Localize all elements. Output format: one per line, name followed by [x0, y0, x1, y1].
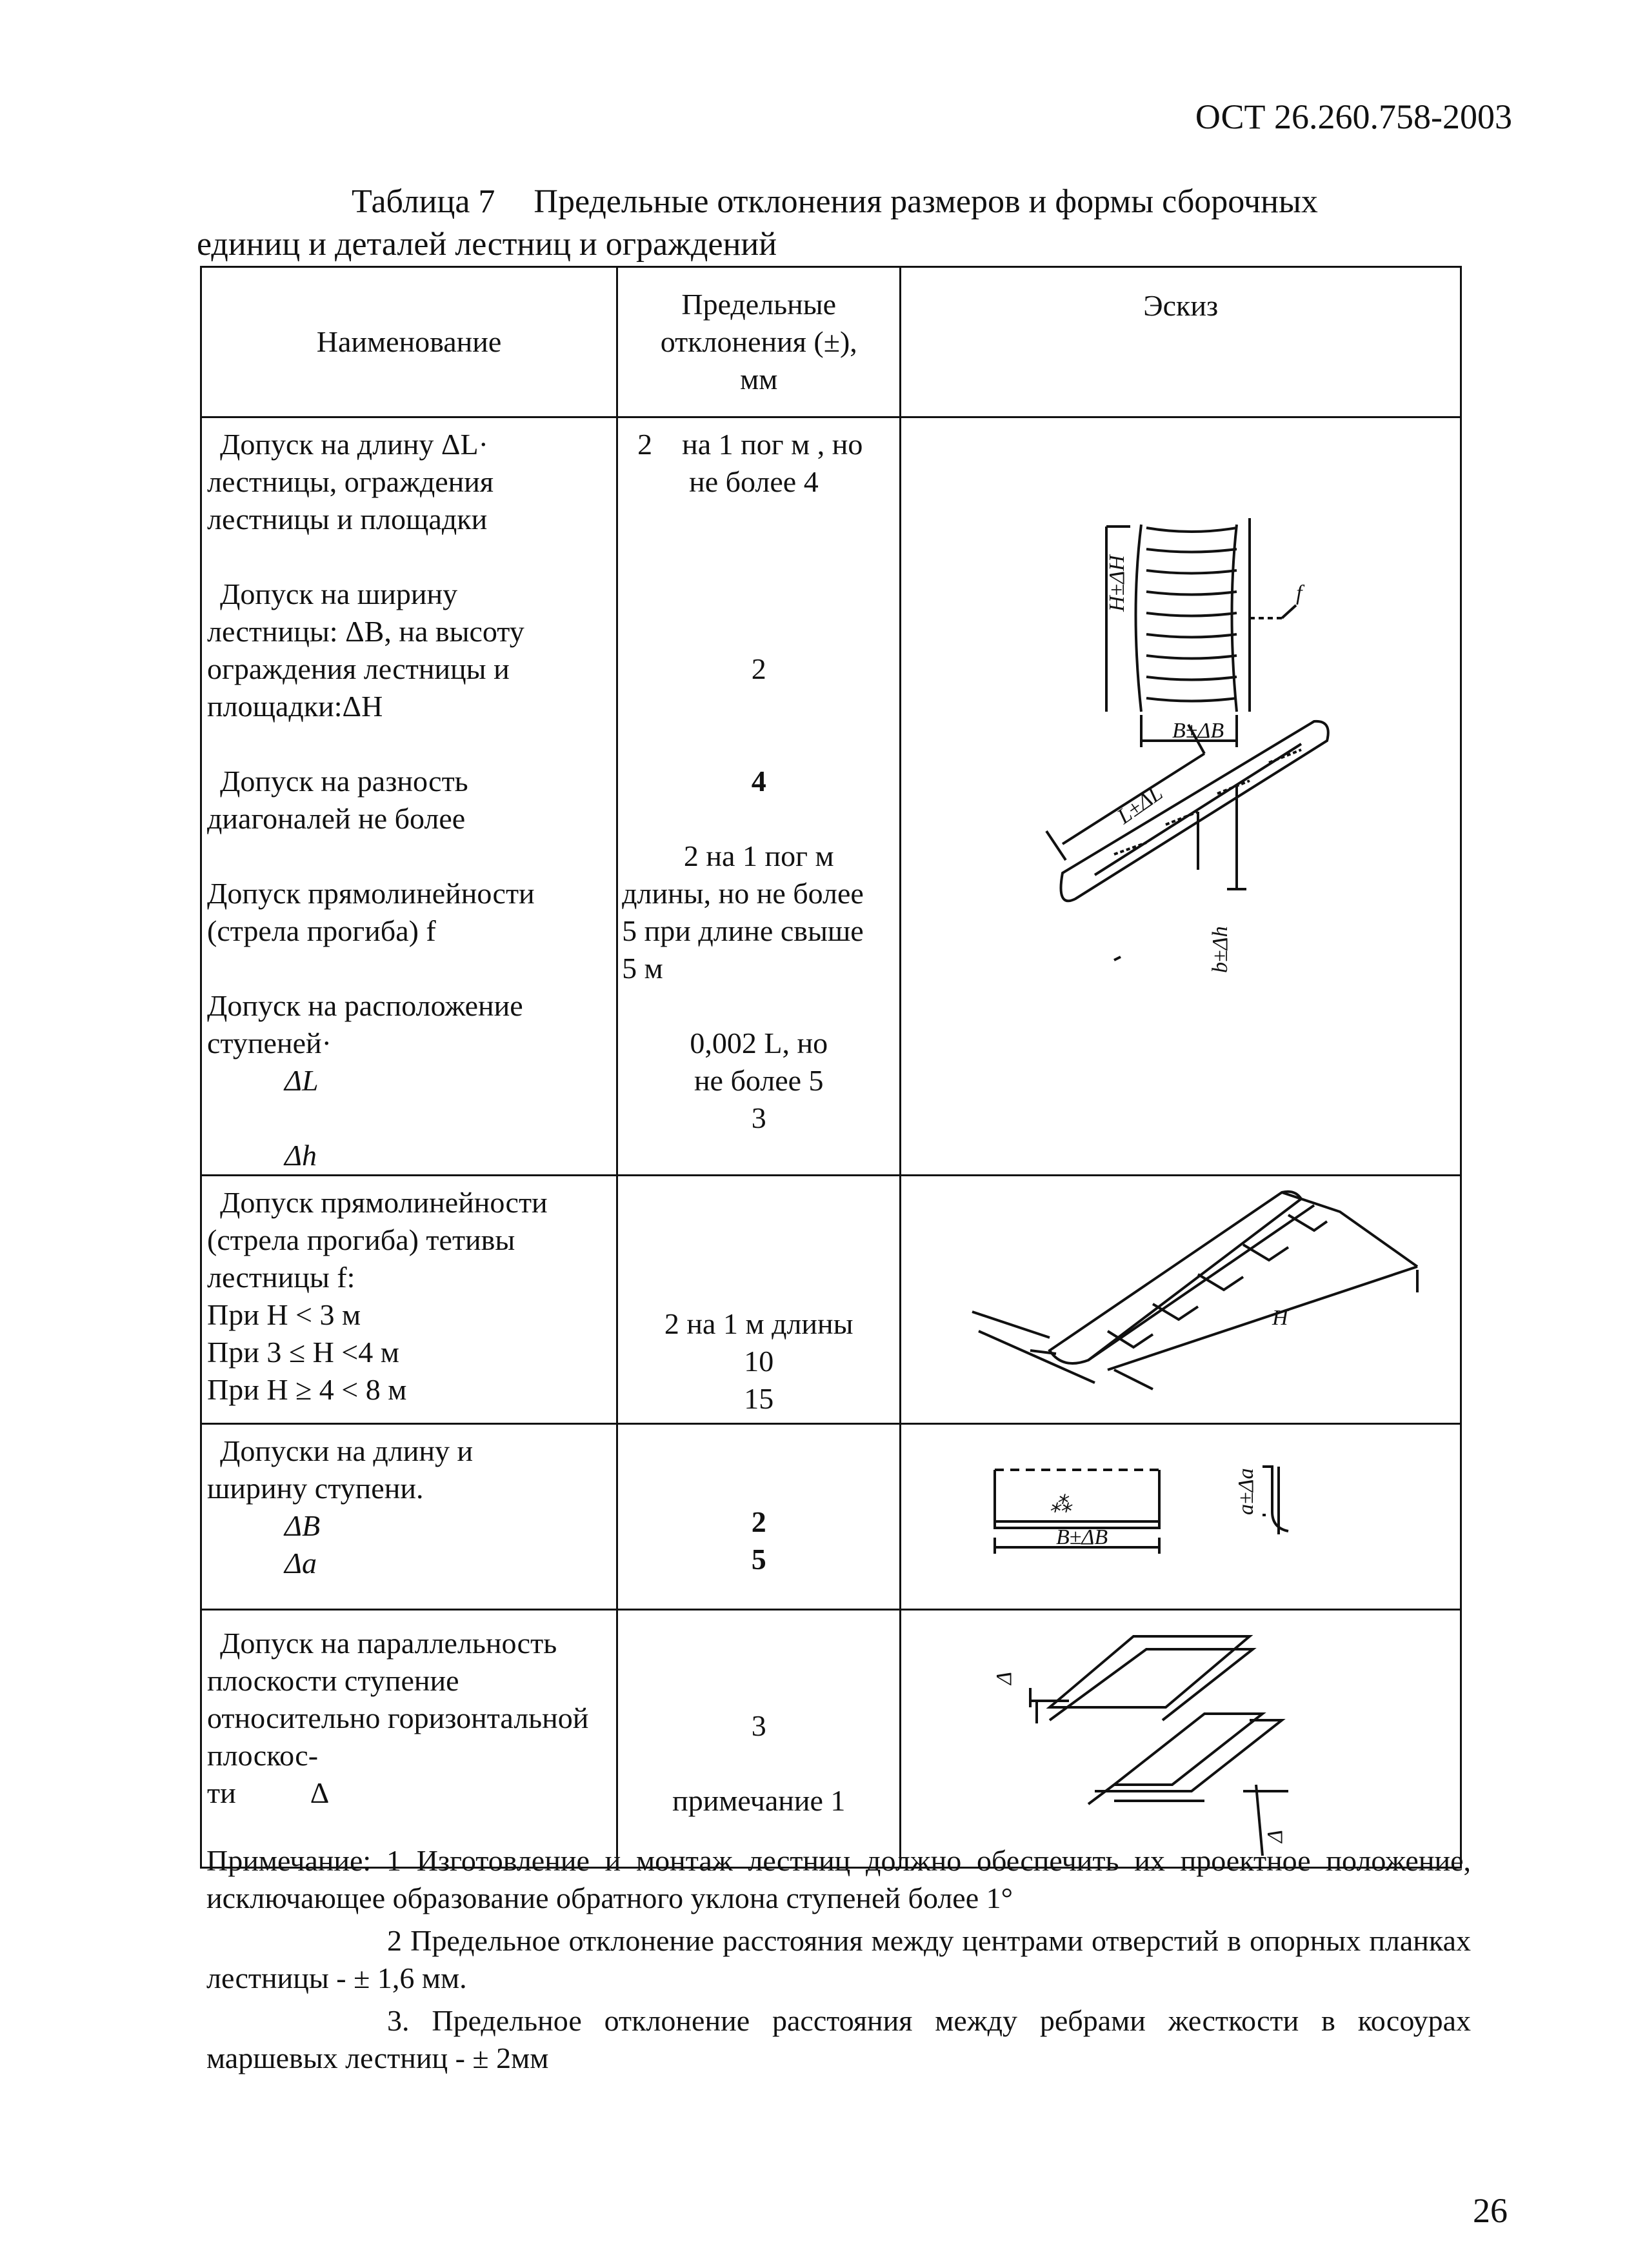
header-tolerance-l2: отклонения (±),	[660, 325, 857, 358]
label-b-db: B±ΔB	[1172, 719, 1224, 743]
row1-v5: 2 на 1 пог м	[683, 839, 834, 872]
row2-name-cell	[201, 1176, 617, 1424]
row1-sketch-cell	[901, 417, 1461, 1176]
row4-n5: ти Δ	[207, 1776, 330, 1809]
row2-value-cell	[617, 1176, 901, 1424]
label-f: f	[1296, 581, 1303, 605]
note-1: Примечание: 1 Изготовление и монтаж лестниц должно обеспечить их проектное положение, исключающее образование обратного уклона ступеней более 1°	[206, 1844, 1471, 1914]
label-h: H	[1272, 1306, 1288, 1330]
header-name	[201, 267, 617, 417]
header-name-text: Наименование	[316, 325, 502, 358]
document-code: ОСТ 26.260.758-2003	[1195, 97, 1512, 136]
note-2: 2 Предельное отклонение расстояния между центрами отверстий в опорных планках лестницы - ± 1,6 мм.	[206, 1924, 1471, 1994]
row1-name-cell	[201, 417, 617, 1176]
row1-v7: 5 при длине свыше	[622, 914, 864, 947]
row3-n2: ширину ступени.	[207, 1472, 424, 1505]
row2-v2: 10	[744, 1345, 774, 1378]
row1-value-cell	[617, 417, 901, 1176]
row4-n4: плоскос-	[207, 1739, 319, 1772]
row2-n6: При H ≥ 4 < 8 м	[207, 1373, 407, 1406]
step-texture-icon: ⁂	[1050, 1493, 1072, 1517]
row1-n14: ΔL	[284, 1064, 319, 1097]
row4-name-cell	[201, 1610, 617, 1868]
header-tolerance	[617, 267, 901, 417]
table-header-row	[201, 267, 1461, 417]
label-b-dh: b±Δh	[1208, 926, 1233, 973]
notes	[206, 1842, 1471, 2082]
row1-n6: ограждения лестницы и	[207, 652, 510, 685]
row1-v2: не более 4	[689, 465, 819, 498]
row1-v4: 4	[751, 765, 766, 798]
row2-n5: При 3 ≤ H <4 м	[207, 1336, 399, 1369]
row2-n1: Допуск прямолинейности	[220, 1186, 548, 1219]
row1-n15: Δh	[284, 1139, 317, 1172]
row1-n2: лестницы, ограждения	[207, 465, 494, 498]
table-row	[201, 417, 1461, 1176]
label-h-dh: H±ΔH	[1105, 555, 1130, 612]
row1-n1: Допуск на длину ΔL·	[220, 428, 488, 461]
header-sketch-text: Эскиз	[1143, 289, 1219, 322]
row3-value-cell	[617, 1424, 901, 1610]
row1-v1: 2 на 1 пог м , но	[637, 428, 863, 461]
tolerance-table	[200, 266, 1462, 1869]
parallelism-sketch	[901, 1611, 1465, 1869]
row1-n10: Допуск прямолинейности	[207, 877, 535, 910]
label-delta-top: Δ	[992, 1672, 1017, 1685]
row2-n2: (стрела прогиба) тетивы	[207, 1223, 515, 1256]
row2-n3: лестницы f:	[207, 1261, 355, 1294]
header-tolerance-l3: мм	[740, 363, 778, 396]
row1-n8: Допуск на разность	[220, 765, 468, 798]
stringer-sketch	[901, 1176, 1465, 1425]
row4-v2: примечание 1	[672, 1784, 846, 1817]
row3-n4: Δa	[284, 1547, 317, 1580]
row1-v10: не более 5	[694, 1064, 824, 1097]
row2-v3: 15	[744, 1382, 774, 1415]
row4-n1: Допуск на параллельность	[220, 1627, 557, 1660]
note-3: 3. Предельное отклонение расстояния между ребрами жесткости в косоурах маршевых лестниц - ± 2мм	[206, 2004, 1471, 2074]
row1-n3: лестницы и площадки	[207, 503, 488, 536]
row4-value-cell	[617, 1610, 901, 1868]
label-l-dl: L±ΔL	[1113, 781, 1168, 829]
row1-v11: 3	[751, 1101, 766, 1134]
row4-sketch-cell	[901, 1610, 1461, 1868]
page-number: 26	[1473, 2191, 1508, 2230]
label-delta-bottom: Δ	[1263, 1830, 1288, 1843]
row2-v1: 2 на 1 м длины	[664, 1307, 853, 1340]
row4-n2: плоскости ступение	[207, 1664, 459, 1697]
row3-name-cell	[201, 1424, 617, 1610]
row3-n3: ΔB	[284, 1509, 321, 1542]
row1-n5: лестницы: ΔB, на высоту	[207, 615, 524, 648]
ladder-sketch	[901, 418, 1465, 1150]
row1-n11: (стрела прогиба) f	[207, 914, 436, 947]
header-tolerance-l1: Предельные	[681, 288, 837, 321]
row1-v3: 2	[751, 652, 766, 685]
row2-n4: При H < 3 м	[207, 1298, 361, 1331]
row4-v1: 3	[751, 1709, 766, 1742]
caption-title-line1: Предельные отклонения размеров и формы сборочных	[534, 183, 1318, 220]
step-sketch	[901, 1425, 1465, 1611]
row1-n12: Допуск на расположение	[207, 989, 523, 1022]
table-row	[201, 1610, 1461, 1868]
row1-v8: 5 м	[622, 952, 663, 985]
row3-v2: 5	[751, 1543, 766, 1576]
table-caption	[197, 181, 1526, 266]
table-row	[201, 1424, 1461, 1610]
row4-n3: относительно горизонтальной	[207, 1701, 589, 1734]
row3-v1: 2	[751, 1505, 766, 1538]
label-b-db2: B±ΔB	[1056, 1525, 1108, 1549]
header-sketch	[901, 267, 1461, 417]
row2-sketch-cell	[901, 1176, 1461, 1424]
row3-sketch-cell	[901, 1424, 1461, 1610]
table-row	[201, 1176, 1461, 1424]
row1-n4: Допуск на ширину	[220, 577, 458, 610]
row1-n7: площадки:ΔH	[207, 690, 383, 723]
row1-v6: длины, но не более	[622, 877, 864, 910]
row1-n9: диагоналей не более	[207, 802, 466, 835]
caption-label: Таблица 7	[352, 183, 495, 220]
row1-n13: ступеней·	[207, 1027, 332, 1059]
row3-n1: Допуски на длину и	[220, 1434, 474, 1467]
label-a-da: a±Δa	[1234, 1468, 1259, 1515]
row1-v9: 0,002 L, но	[690, 1027, 828, 1059]
caption-title-line2: единиц и деталей лестниц и ограждений	[197, 226, 777, 263]
